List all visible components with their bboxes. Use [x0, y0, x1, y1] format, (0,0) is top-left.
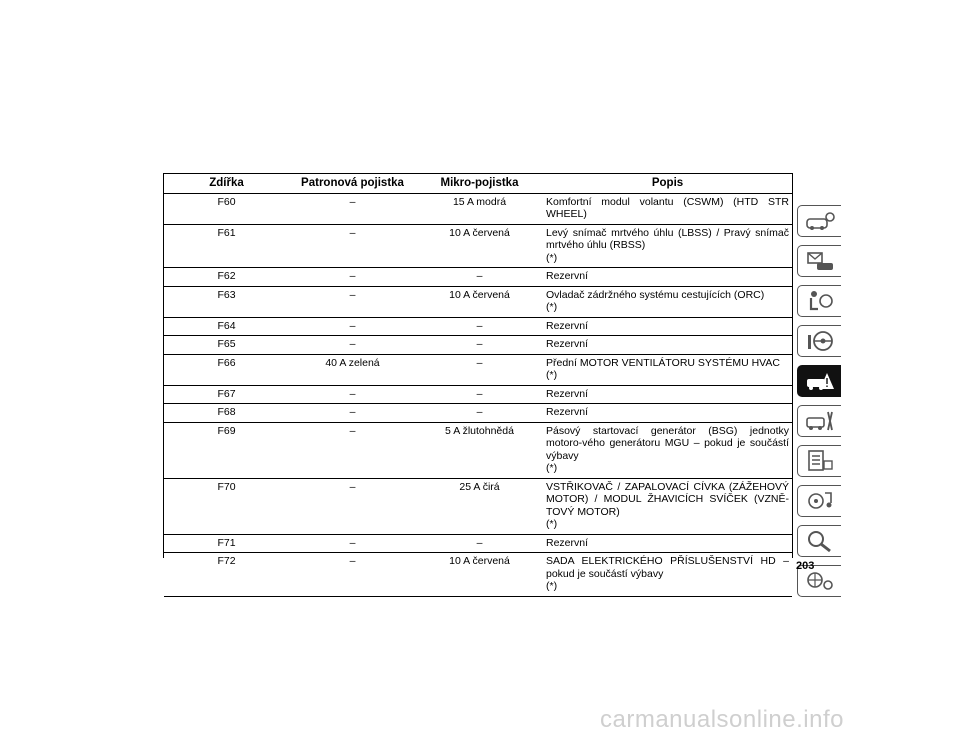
- cell-cartridge-fuse: –: [289, 385, 416, 404]
- table-row: [164, 404, 792, 423]
- cell-mini-fuse: 5 A žlutohnědá: [416, 422, 543, 478]
- cell-mini-fuse: –: [416, 534, 543, 553]
- table-row: [164, 317, 792, 336]
- car-warning-triangle-icon: [805, 369, 835, 393]
- language-settings-icon: [805, 569, 835, 593]
- airbag-passenger-icon: [805, 289, 835, 313]
- cell-cavity: F64: [164, 317, 289, 336]
- table-row: [164, 354, 792, 385]
- cell-description: SADA ELEKTRICKÉHO PŘÍSLUŠENSTVÍ HD – pokud je součástí výbavy (*): [543, 553, 792, 597]
- cell-cavity: F66: [164, 354, 289, 385]
- cell-mini-fuse: –: [416, 268, 543, 287]
- cell-cavity: F67: [164, 385, 289, 404]
- header-description: Popis: [543, 174, 792, 194]
- page-number: 203: [796, 560, 815, 572]
- car-mail-icon: [805, 249, 835, 273]
- cell-description: Pásový startovací generátor (BSG) jednotky motoro-vého generátoru MGU – pokud je součástí výbavy (*): [543, 422, 792, 478]
- watermark: carmanualsonline.info: [600, 706, 844, 733]
- table-row: [164, 534, 792, 553]
- table-header-row: [164, 174, 792, 194]
- table-row: [164, 422, 792, 478]
- cell-description: Rezervní: [543, 336, 792, 355]
- cell-description: Rezervní: [543, 268, 792, 287]
- cell-cavity: F69: [164, 422, 289, 478]
- cell-cartridge-fuse: –: [289, 268, 416, 287]
- cell-description: Ovladač zádržného systému cestujících (ORC) (*): [543, 286, 792, 317]
- specifications-list-icon: [805, 449, 835, 473]
- chapter-tab-4[interactable]: [797, 325, 841, 357]
- multimedia-icon: [805, 489, 835, 513]
- table-row: [164, 224, 792, 268]
- car-service-tools-icon: [805, 409, 835, 433]
- cell-cartridge-fuse: –: [289, 224, 416, 268]
- chapter-tab-3[interactable]: [797, 285, 841, 317]
- cell-cartridge-fuse: –: [289, 193, 416, 224]
- header-cavity: Zdířka: [164, 174, 289, 194]
- magnifier-index-icon: [805, 529, 835, 553]
- chapter-tab-2[interactable]: [797, 245, 841, 277]
- cell-mini-fuse: 10 A červená: [416, 286, 543, 317]
- table-row: [164, 336, 792, 355]
- cell-description: Rezervní: [543, 317, 792, 336]
- cell-cavity: F72: [164, 553, 289, 597]
- chapter-tab-8[interactable]: [797, 485, 841, 517]
- cell-cavity: F71: [164, 534, 289, 553]
- cell-cartridge-fuse: –: [289, 336, 416, 355]
- cell-mini-fuse: –: [416, 385, 543, 404]
- steering-wheel-icon: [805, 329, 835, 353]
- cell-cavity: F62: [164, 268, 289, 287]
- cell-mini-fuse: 10 A červená: [416, 224, 543, 268]
- table-frame-right: [792, 173, 793, 558]
- cell-description: Levý snímač mrtvého úhlu (LBSS) / Pravý snímač mrtvého úhlu (RBSS) (*): [543, 224, 792, 268]
- cell-cavity: F70: [164, 478, 289, 534]
- table-row: [164, 385, 792, 404]
- header-cartridge-fuse: Patronová pojistka: [289, 174, 416, 194]
- cell-description: Rezervní: [543, 385, 792, 404]
- chapter-tab-5[interactable]: [797, 365, 841, 397]
- cell-mini-fuse: 15 A modrá: [416, 193, 543, 224]
- cell-cartridge-fuse: –: [289, 422, 416, 478]
- cell-cartridge-fuse: –: [289, 534, 416, 553]
- cell-cavity: F61: [164, 224, 289, 268]
- cell-cavity: F63: [164, 286, 289, 317]
- table-row: [164, 193, 792, 224]
- car-dashboard-icon: [805, 209, 835, 233]
- cell-cartridge-fuse: –: [289, 317, 416, 336]
- cell-cavity: F60: [164, 193, 289, 224]
- cell-cartridge-fuse: –: [289, 404, 416, 423]
- chapter-tabs: [797, 205, 843, 605]
- table-row: [164, 478, 792, 534]
- cell-cartridge-fuse: –: [289, 286, 416, 317]
- cell-cavity: F65: [164, 336, 289, 355]
- cell-description: Komfortní modul volantu (CSWM) (HTD STR WHEEL): [543, 193, 792, 224]
- fuse-table: [164, 173, 792, 597]
- table-row: [164, 268, 792, 287]
- cell-description: Přední MOTOR VENTILÁTORU SYSTÉMU HVAC (*): [543, 354, 792, 385]
- cell-cartridge-fuse: –: [289, 478, 416, 534]
- chapter-tab-9[interactable]: [797, 525, 841, 557]
- cell-cartridge-fuse: 40 A zelená: [289, 354, 416, 385]
- cell-mini-fuse: –: [416, 317, 543, 336]
- chapter-tab-1[interactable]: [797, 205, 841, 237]
- cell-description: Rezervní: [543, 404, 792, 423]
- chapter-tab-6[interactable]: [797, 405, 841, 437]
- cell-mini-fuse: 10 A červená: [416, 553, 543, 597]
- header-mini-fuse: Mikro-pojistka: [416, 174, 543, 194]
- table-row: [164, 553, 792, 597]
- cell-cavity: F68: [164, 404, 289, 423]
- cell-mini-fuse: –: [416, 354, 543, 385]
- chapter-tab-7[interactable]: [797, 445, 841, 477]
- cell-description: VSTŘIKOVAČ / ZAPALOVACÍ CÍVKA (ZÁŽEHOVÝ MOTOR) / MODUL ŽHAVICÍCH SVÍČEK (VZNĚ-TOVÝ MOTOR) (*): [543, 478, 792, 534]
- table-row: [164, 286, 792, 317]
- cell-mini-fuse: –: [416, 336, 543, 355]
- cell-description: Rezervní: [543, 534, 792, 553]
- cell-cartridge-fuse: –: [289, 553, 416, 597]
- cell-mini-fuse: 25 A čirá: [416, 478, 543, 534]
- cell-mini-fuse: –: [416, 404, 543, 423]
